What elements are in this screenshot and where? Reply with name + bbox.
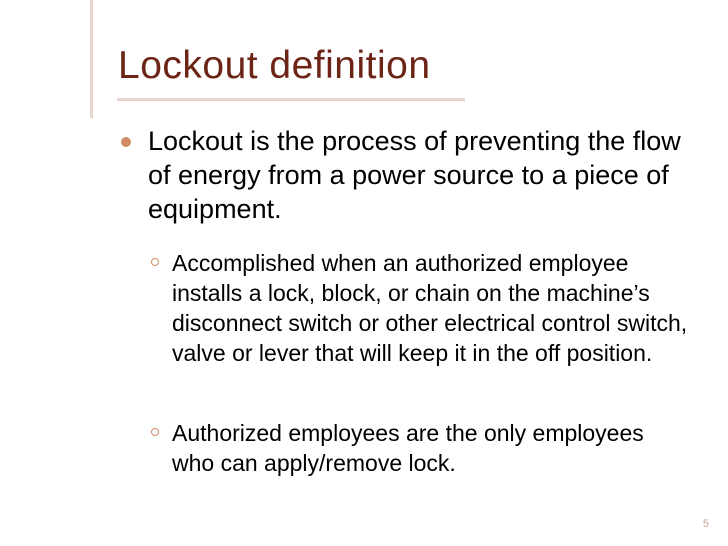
main-bullet-text: Lockout is the process of preventing the flow of energy from a power source to a piece of equipment. [148,126,681,224]
hollow-bullet-icon [151,258,159,266]
sub-bullet-1-text: Accomplished when an authorized employee installs a lock, block, or chain on the machine’s disconnect switch or other electrical control switch, valve or lever that will keep it in the off position. [172,250,688,366]
left-vertical-rule [90,0,93,118]
main-bullet [121,124,681,226]
sub-bullet-1 [151,248,691,368]
title-underline-rule [117,98,465,101]
filled-bullet-icon [121,137,131,147]
hollow-bullet-icon [151,428,159,436]
page-number: 5 [702,518,709,530]
slide-title: Lockout definition [118,44,431,87]
sub-bullet-2 [151,418,691,478]
sub-bullet-2-text: Authorized employees are the only employees who can apply/remove lock. [172,420,644,476]
